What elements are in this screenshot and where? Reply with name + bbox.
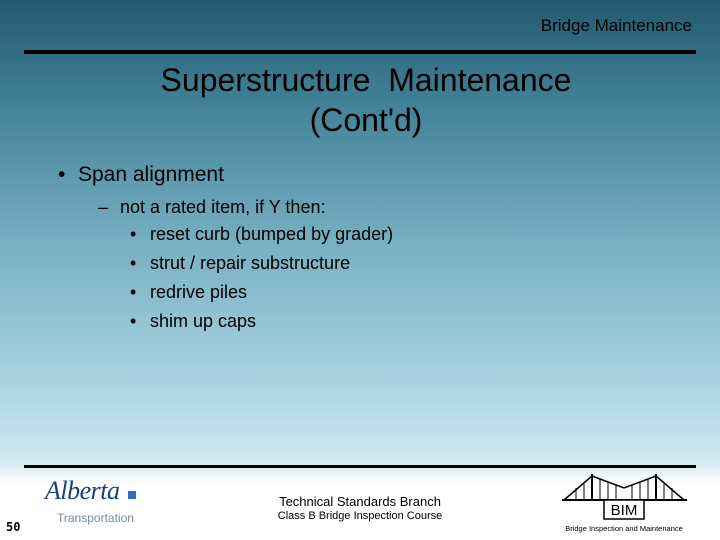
- bullet-glyph: •: [130, 311, 137, 331]
- bridge-cable: [564, 476, 684, 500]
- logo-word: Alberta: [45, 476, 120, 505]
- bim-label: BIM: [610, 502, 638, 519]
- bullet-glyph: •: [130, 282, 137, 302]
- page-number: 50: [6, 520, 21, 534]
- bullet-item: [58, 163, 224, 187]
- logo-square: [128, 491, 136, 499]
- bim-caption: Bridge Inspection and Maintenance: [565, 524, 683, 533]
- sub-sub-bullet-text: shim up caps: [150, 311, 257, 331]
- sub-bullet-item: [98, 197, 325, 218]
- bridge-icon: [562, 470, 687, 534]
- sub-sub-bullet-text: redrive piles: [150, 282, 248, 302]
- sub-sub-bullet-text: strut / repair substructure: [150, 253, 351, 273]
- bullet-glyph: •: [58, 163, 66, 186]
- bullet-glyph: •: [130, 253, 137, 273]
- dash-glyph: –: [98, 197, 109, 217]
- alberta-logo-icon: [45, 476, 145, 530]
- slide-title-line1: Superstructure Maintenance: [160, 62, 572, 98]
- logo-subtitle: Transportation: [57, 511, 134, 525]
- sub-sub-bullet-item: [130, 224, 393, 245]
- header-title: Bridge Maintenance: [540, 16, 692, 35]
- sub-bullet-text: not a rated item, if Y then:: [120, 197, 326, 217]
- sub-sub-bullet-item: [130, 253, 350, 274]
- footer-branch: Technical Standards Branch: [279, 494, 441, 509]
- bullet-text: Span alignment: [78, 163, 224, 186]
- sub-sub-bullet-item: [130, 282, 247, 303]
- footer-course: Class B Bridge Inspection Course: [277, 510, 443, 522]
- bottom-divider: [24, 465, 696, 468]
- slide-title-line2: (Cont'd): [309, 102, 423, 138]
- sub-sub-bullet-text: reset curb (bumped by grader): [150, 224, 394, 244]
- sub-sub-bullet-item: [130, 311, 256, 332]
- bullet-glyph: •: [130, 224, 137, 244]
